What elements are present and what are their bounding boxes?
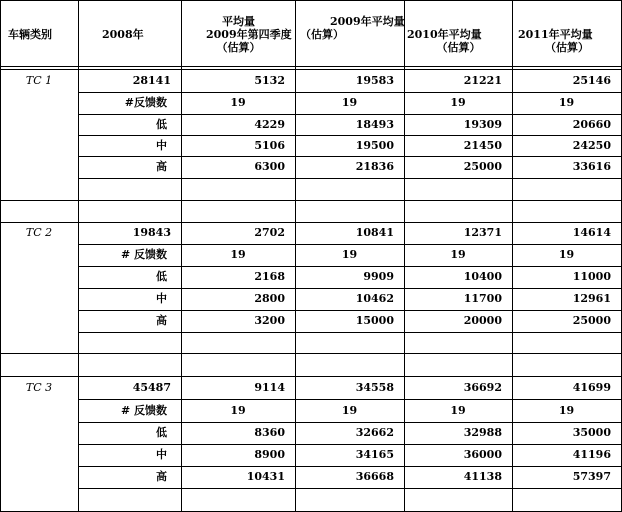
header-2008: 2008年	[102, 28, 144, 41]
header-2010-line1: 2010年平均量	[407, 28, 482, 41]
row-value: 3200	[254, 314, 285, 327]
grid-hline	[78, 422, 622, 423]
grid-hline	[78, 135, 622, 136]
row-value: 15000	[355, 314, 394, 327]
row-value: 12961	[572, 292, 611, 305]
row-label: # 反馈数	[120, 248, 167, 261]
header-double-line	[0, 66, 622, 67]
row-value: 19	[341, 404, 358, 417]
row-value: 19	[558, 404, 575, 417]
grid-hline	[0, 222, 622, 223]
group-value: 19583	[355, 74, 394, 87]
group-name: TC 3	[25, 381, 53, 394]
row-value: 6300	[254, 160, 285, 173]
row-value: 19	[341, 248, 358, 261]
row-value: 10400	[463, 270, 502, 283]
grid-hline	[78, 332, 622, 333]
grid-hline	[78, 244, 622, 245]
header-q4-line2: 2009年第四季度	[206, 28, 292, 41]
grid-hline	[0, 376, 622, 377]
grid-hline	[78, 266, 622, 267]
header-2009-line1: 2009年平均量	[330, 15, 405, 28]
group-value: 21221	[463, 74, 502, 87]
group-name: TC 1	[25, 74, 53, 87]
row-value: 35000	[572, 426, 611, 439]
grid-hline	[0, 200, 622, 201]
grid-hline	[0, 353, 622, 354]
grid-hline	[78, 114, 622, 115]
group-value: 28141	[132, 74, 171, 87]
grid-hline	[78, 92, 622, 93]
row-value: 20000	[463, 314, 502, 327]
group-value: 36692	[463, 381, 502, 394]
row-label: 低	[156, 426, 167, 439]
row-value: 19	[450, 404, 466, 417]
row-value: 8360	[254, 426, 285, 439]
grid-hline	[78, 444, 622, 445]
row-value: 5106	[254, 139, 285, 152]
group-value: 12371	[463, 226, 502, 239]
row-value: 57397	[572, 470, 611, 483]
row-label: # 反馈数	[120, 404, 167, 417]
row-value: 32988	[463, 426, 502, 439]
row-value: 19	[450, 248, 466, 261]
group-value: 10841	[355, 226, 394, 239]
row-value: 41138	[463, 470, 502, 483]
row-value: 19	[230, 248, 246, 261]
grid-hline	[78, 310, 622, 311]
row-value: 4229	[254, 118, 285, 131]
group-value: 9114	[254, 381, 285, 394]
group-value: 45487	[132, 381, 171, 394]
row-label: 低	[156, 118, 167, 131]
header-q4-line1: 平均量	[222, 15, 255, 28]
row-value: 18493	[355, 118, 394, 131]
row-label: #反馈数	[124, 96, 167, 109]
grid-hline	[78, 488, 622, 489]
grid-hline	[78, 399, 622, 400]
header-2010-line2: （估算）	[436, 41, 481, 54]
row-value: 11700	[463, 292, 502, 305]
row-value: 34165	[355, 448, 394, 461]
row-value: 25000	[463, 160, 502, 173]
group-value: 41699	[572, 381, 611, 394]
row-label: 中	[156, 448, 167, 461]
group-value: 14614	[572, 226, 611, 239]
row-label: 中	[156, 139, 167, 152]
row-label: 低	[156, 270, 167, 283]
row-value: 19	[558, 96, 575, 109]
row-value: 10431	[246, 470, 285, 483]
row-value: 19	[230, 404, 246, 417]
row-value: 21450	[463, 139, 502, 152]
grid-hline	[78, 178, 622, 179]
row-value: 19	[230, 96, 246, 109]
row-value: 21836	[355, 160, 394, 173]
group-value: 25146	[572, 74, 611, 87]
header-vehicle-type: 车辆类别	[8, 28, 52, 41]
header-2011-line2: （估算）	[545, 41, 589, 54]
group-value: 2702	[254, 226, 285, 239]
row-value: 2800	[254, 292, 285, 305]
row-value: 10462	[355, 292, 394, 305]
header-2009-line2: （估算）	[300, 28, 344, 41]
row-value: 2168	[254, 270, 285, 283]
grid-hline	[0, 0, 622, 1]
group-value: 5132	[254, 74, 285, 87]
grid-hline	[78, 288, 622, 289]
grid-hline	[78, 156, 622, 157]
row-value: 8900	[254, 448, 285, 461]
grid-hline	[0, 69, 622, 70]
row-value: 41196	[572, 448, 611, 461]
row-label: 高	[156, 314, 167, 327]
row-label: 中	[156, 292, 167, 305]
group-value: 19843	[132, 226, 171, 239]
row-label: 高	[156, 470, 167, 483]
row-value: 36000	[463, 448, 502, 461]
row-value: 19500	[355, 139, 394, 152]
row-value: 25000	[572, 314, 611, 327]
grid-hline	[78, 466, 622, 467]
row-value: 19	[450, 96, 466, 109]
row-value: 24250	[572, 139, 611, 152]
header-q4-line3: （估算）	[216, 41, 261, 54]
row-value: 19	[558, 248, 575, 261]
row-value: 11000	[572, 270, 611, 283]
row-value: 19	[341, 96, 358, 109]
group-name: TC 2	[25, 226, 53, 239]
row-value: 36668	[355, 470, 394, 483]
row-value: 20660	[572, 118, 611, 131]
row-label: 高	[156, 160, 167, 173]
row-value: 9909	[363, 270, 394, 283]
row-value: 33616	[572, 160, 611, 173]
header-2011-line1: 2011年平均量	[518, 28, 593, 41]
row-value: 32662	[355, 426, 394, 439]
row-value: 19309	[463, 118, 502, 131]
group-value: 34558	[355, 381, 394, 394]
